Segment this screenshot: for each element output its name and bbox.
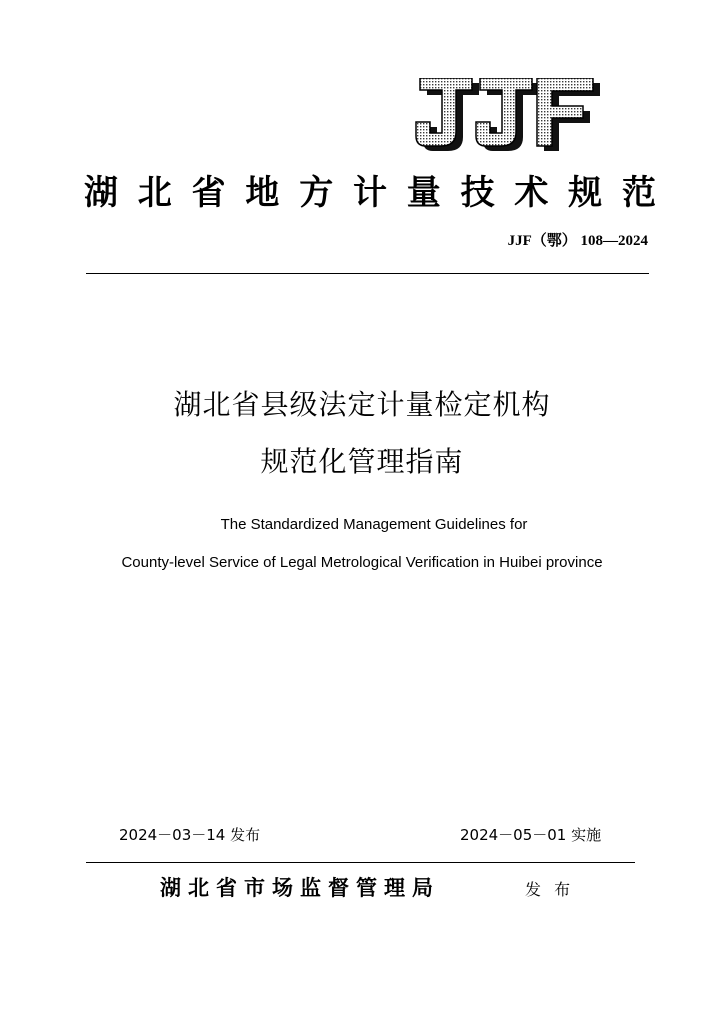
title-char: 技 — [460, 173, 495, 213]
title-char: 计 — [352, 173, 387, 213]
publish-label: 发 布 — [525, 880, 575, 899]
implementation-date: 2024－05－01 实施 — [460, 826, 602, 844]
title-char: 省 — [191, 173, 226, 213]
english-title-line-1: The Standardized Management Guidelines for — [220, 516, 528, 533]
chinese-title-line-1: 湖北省县级法定计量检定机构 — [173, 388, 551, 421]
english-title-line-2: County-level Service of Legal Metrological Verification in Huibei province — [121, 554, 603, 571]
title-char: 地 — [245, 173, 280, 213]
title-char: 范 — [621, 173, 656, 213]
jjf-logo — [414, 78, 604, 156]
title-char: 湖 — [84, 173, 118, 213]
standard-category-title — [84, 168, 656, 218]
title-char: 规 — [568, 173, 603, 213]
publisher-name: 湖北省市场监督管理局 — [160, 876, 440, 900]
title-char: 北 — [137, 173, 172, 213]
title-char: 量 — [406, 173, 441, 213]
footer-divider — [86, 862, 635, 863]
title-char: 方 — [299, 173, 334, 213]
issue-date: 2024－03－14 发布 — [119, 826, 261, 844]
chinese-title-line-2: 规范化管理指南 — [260, 445, 464, 478]
document-code: JJF（鄂） 108—2024 — [507, 233, 648, 249]
header-divider — [86, 273, 649, 274]
title-char: 术 — [514, 173, 549, 213]
